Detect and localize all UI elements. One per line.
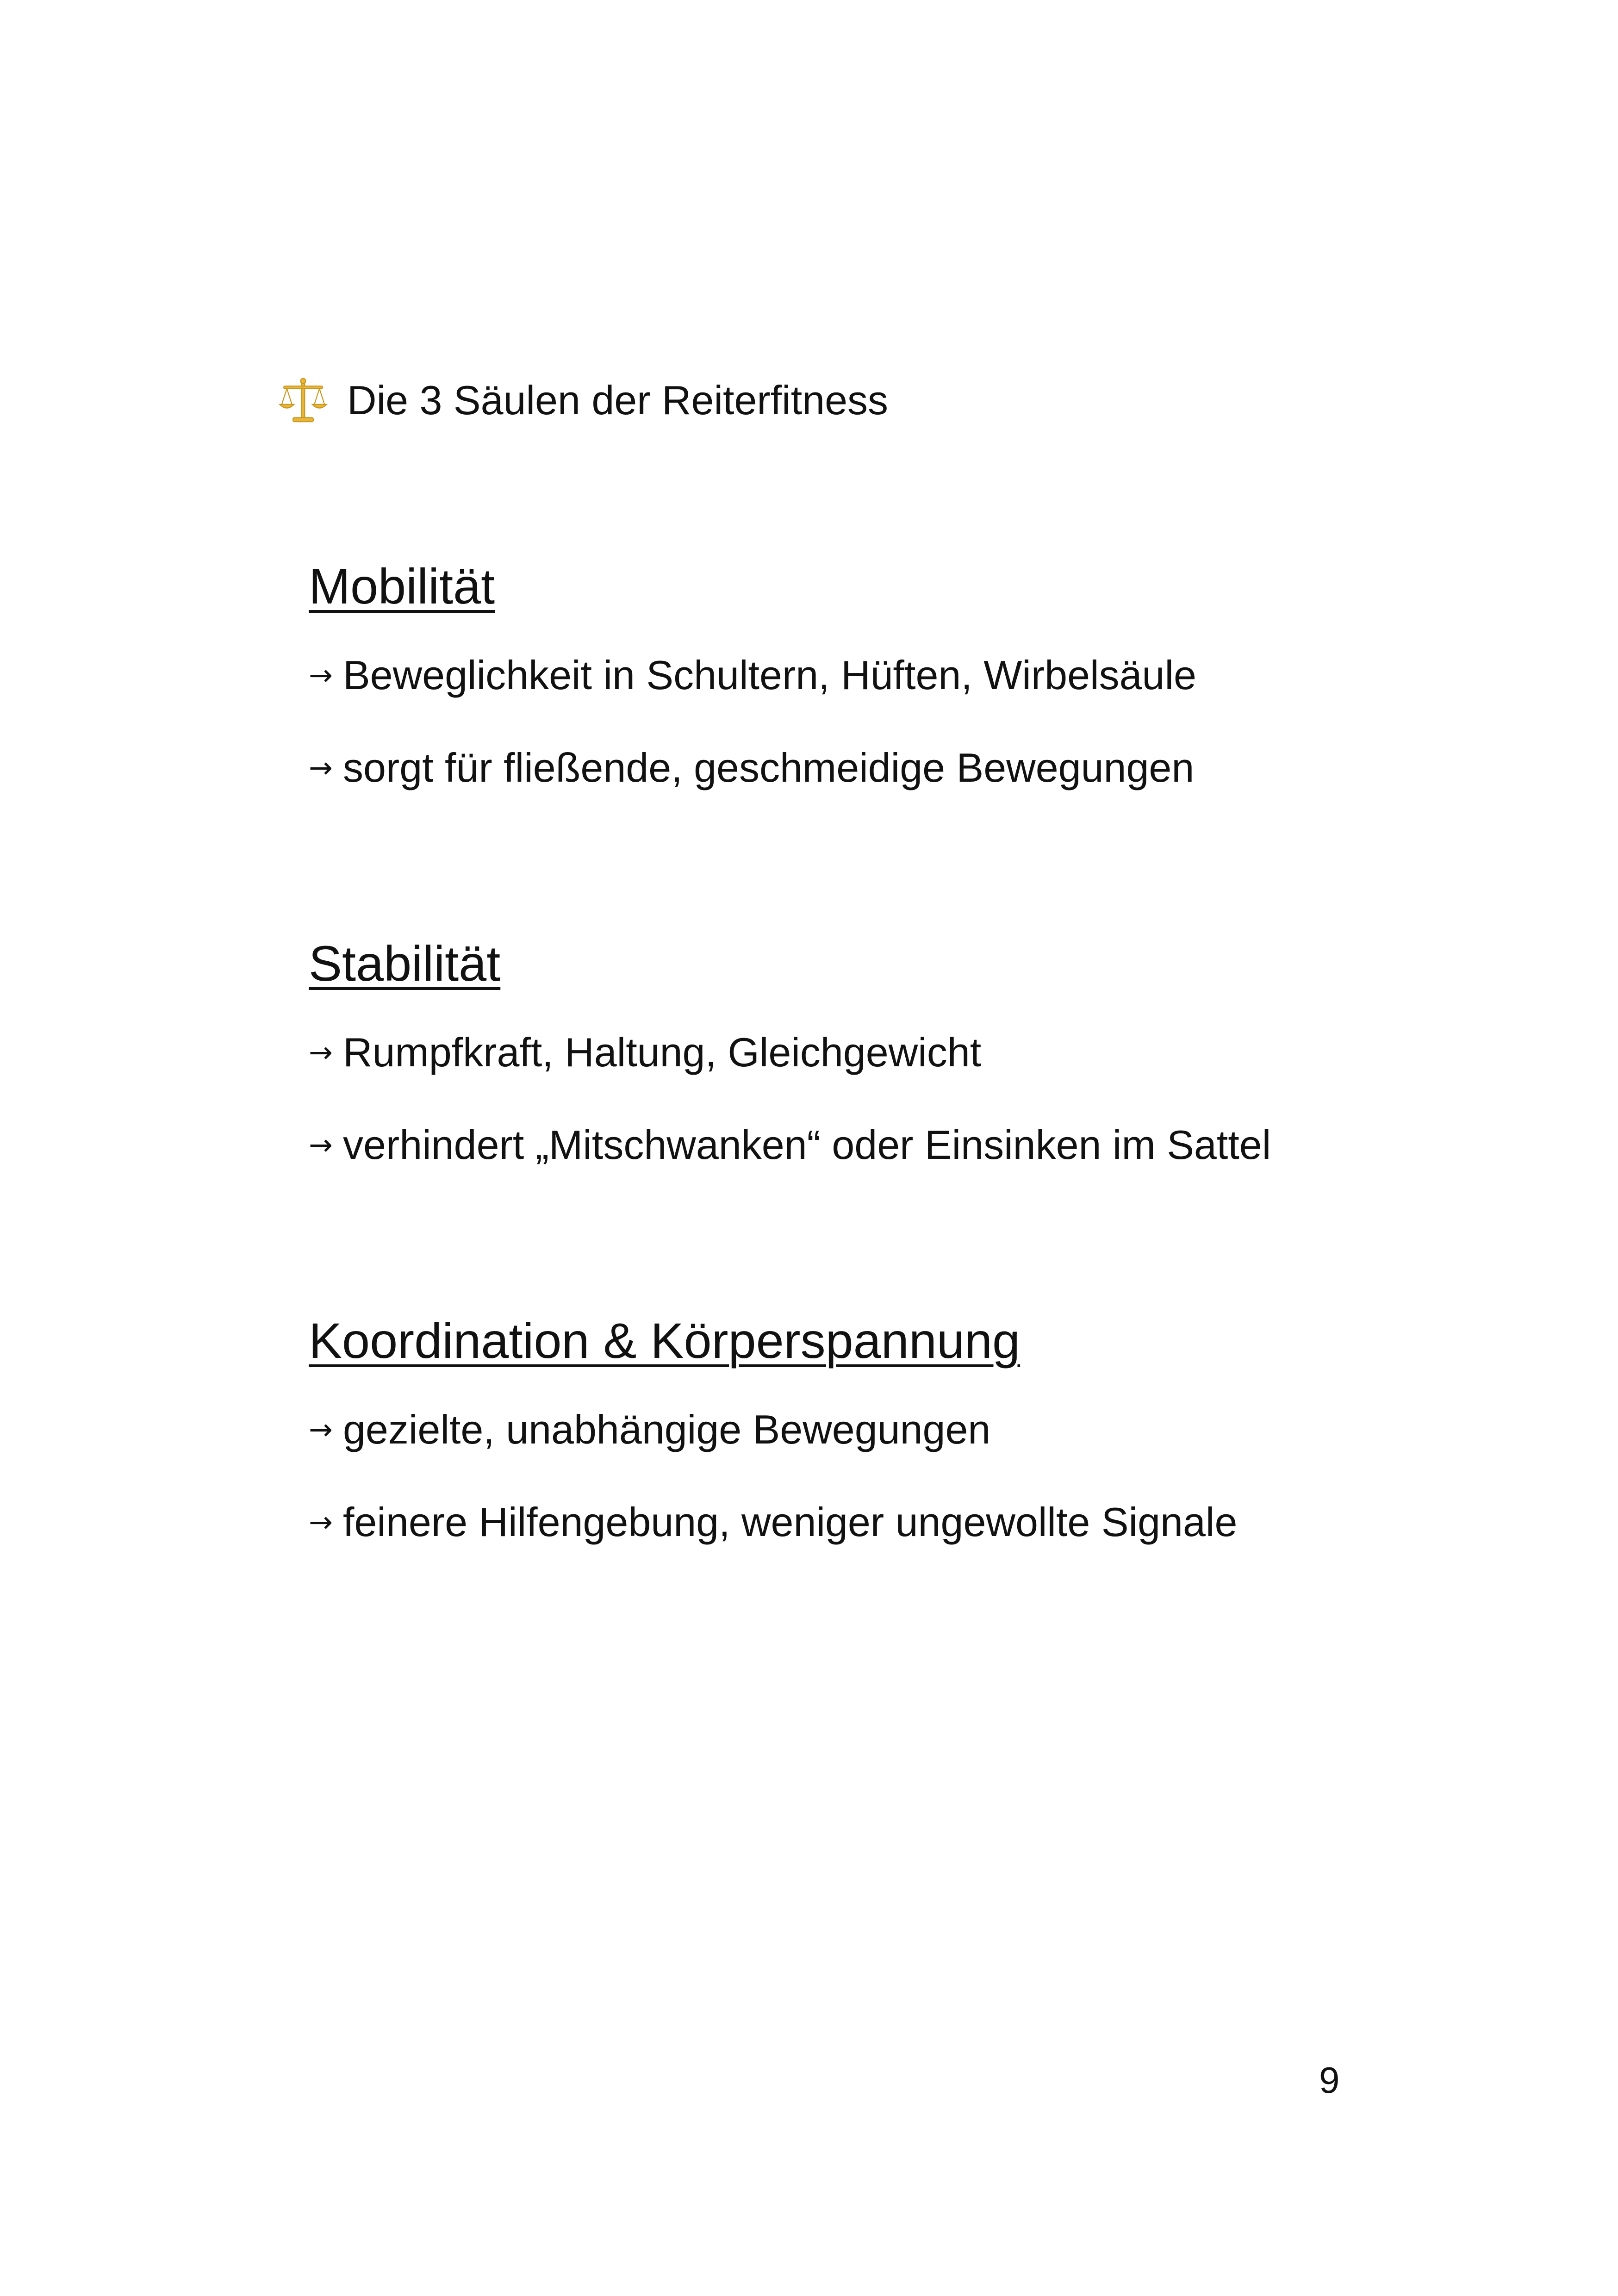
bullet-text: Beweglichkeit in Schultern, Hüften, Wirbelsäule xyxy=(342,652,1196,698)
balance-scale-icon xyxy=(278,375,329,426)
arrow-right-icon: → xyxy=(309,751,333,785)
bullet-list xyxy=(309,652,1196,791)
bullet-text: gezielte, unabhängige Bewegungen xyxy=(342,1406,991,1453)
arrow-right-icon: → xyxy=(309,1412,333,1447)
section-stabilitaet xyxy=(309,935,1271,1168)
section-heading: Mobilität xyxy=(309,558,495,614)
arrow-right-icon: → xyxy=(309,1505,333,1539)
bullet-item xyxy=(309,1499,1237,1545)
section-koordination xyxy=(309,1312,1237,1545)
bullet-item xyxy=(309,1406,1237,1453)
arrow-right-icon: → xyxy=(309,658,333,692)
arrow-right-icon: → xyxy=(309,1035,333,1070)
page-title: Die 3 Säulen der Reiterfitness xyxy=(347,377,889,423)
bullet-item xyxy=(309,1029,1271,1076)
page-title-row xyxy=(278,370,888,430)
section-heading: Stabilität xyxy=(309,935,501,991)
bullet-list xyxy=(309,1406,1237,1545)
bullet-item xyxy=(309,1122,1271,1168)
bullet-text: Rumpfkraft, Haltung, Gleichgewicht xyxy=(342,1029,982,1076)
page-number: 9 xyxy=(1319,2060,1340,2101)
bullet-text: verhindert „Mitschwanken“ oder Einsinken im Sattel xyxy=(342,1122,1271,1168)
bullet-item xyxy=(309,652,1196,698)
bullet-text: sorgt für fließende, geschmeidige Bewegungen xyxy=(342,745,1195,791)
section-heading: Koordination & Körperspannung xyxy=(309,1313,1021,1369)
arrow-right-icon: → xyxy=(309,1128,333,1162)
bullet-list xyxy=(309,1029,1271,1168)
bullet-text: feinere Hilfengebung, weniger ungewollte Signale xyxy=(342,1499,1238,1545)
section-mobilitaet xyxy=(309,558,1196,791)
bullet-item xyxy=(309,745,1196,791)
